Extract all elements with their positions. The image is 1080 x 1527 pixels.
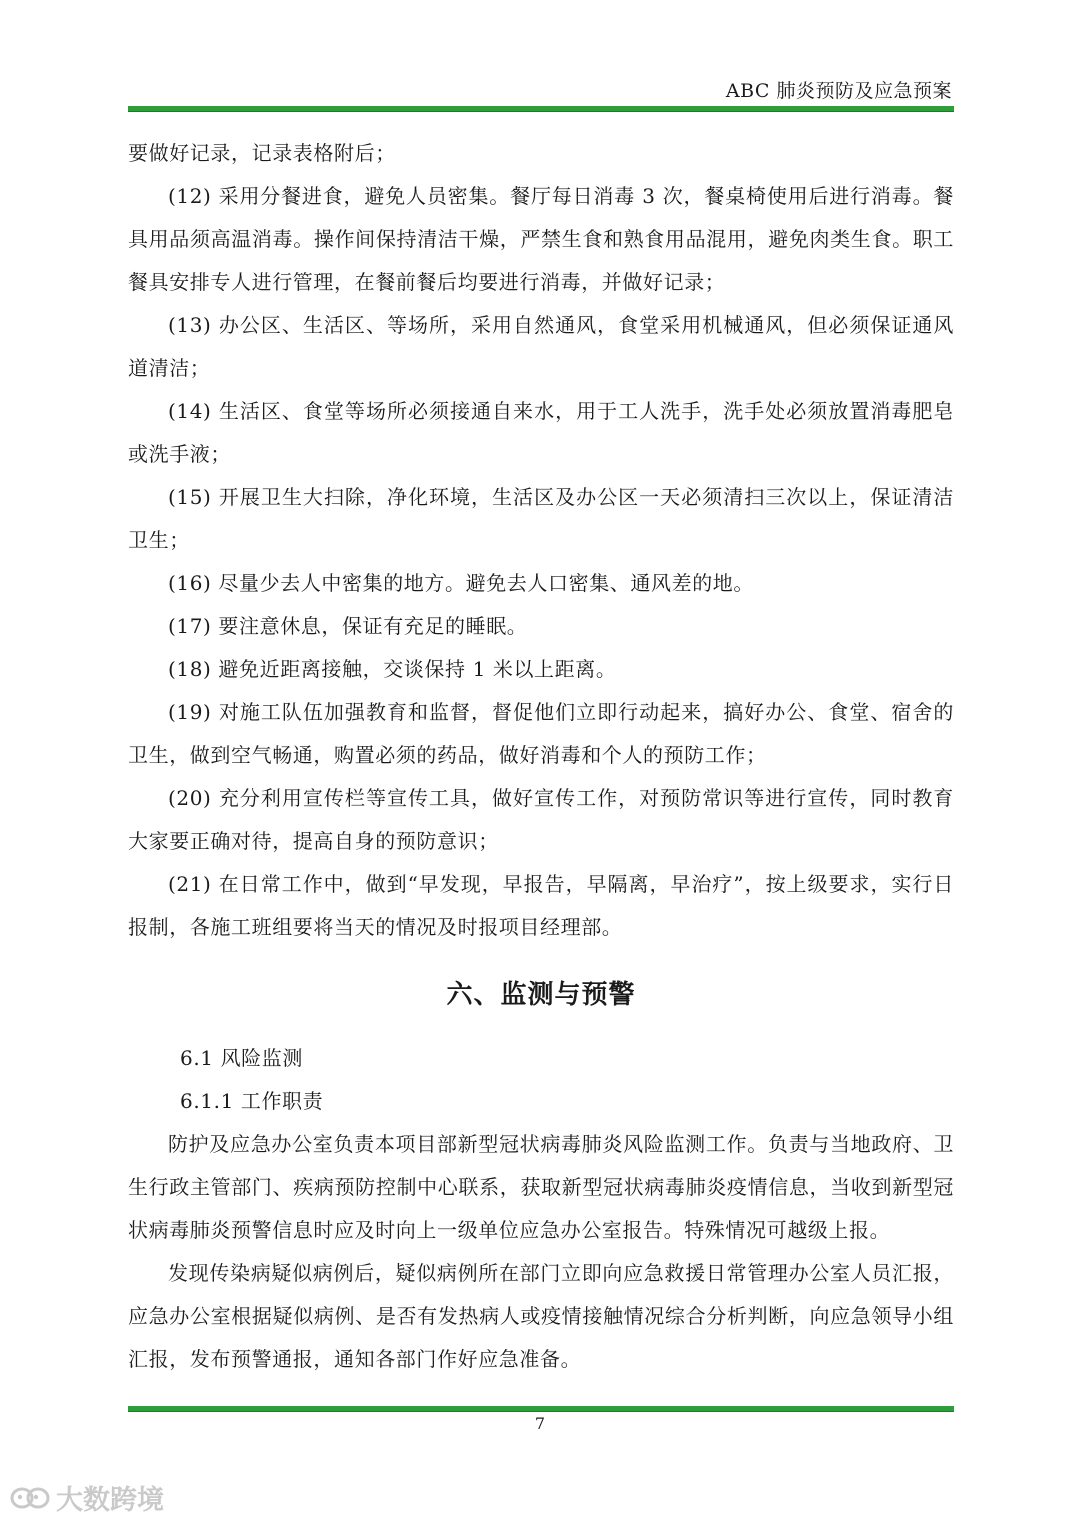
paragraph-item-17: (17) 要注意休息，保证有充足的睡眠。 — [168, 614, 528, 638]
subsection-heading-6-1-1: 6.1.1 工作职责 — [180, 1089, 324, 1113]
watermark — [8, 1478, 164, 1517]
paragraph-item-12: (12) 采用分餐进食，避免人员密集。餐厅每日消毒 3 次，餐桌椅使用后进行消毒。餐具用品须高温消毒。操作间保持清洁干燥，严禁生食和熟食用品混用，避免肉类生食。职工餐具安排专人进行管理，在餐前餐后均要进行消毒，并做好记录； — [128, 184, 954, 294]
paragraph-item-21: (21) 在日常工作中，做到“早发现，早报告，早隔离，早治疗”，按上级要求，实行日报制，各施工班组要将当天的情况及时报项目经理部。 — [128, 872, 954, 939]
page-content — [128, 132, 954, 1381]
paragraph-item-15: (15) 开展卫生大扫除，净化环境，生活区及办公区一天必须清扫三次以上，保证清洁卫生； — [128, 485, 954, 552]
subsection-heading-6-1: 6.1 风险监测 — [180, 1046, 303, 1070]
page-number: 7 — [534, 1414, 546, 1433]
paragraph-item-20: (20) 充分利用宣传栏等宣传工具，做好宣传工作，对预防常识等进行宣传，同时教育大家要正确对待，提高自身的预防意识； — [128, 786, 954, 853]
paragraph-suspected-case: 发现传染病疑似病例后，疑似病例所在部门立即向应急救援日常管理办公室人员汇报，应急办公室根据疑似病例、是否有发热病人或疫情接触情况综合分析判断，向应急领导小组汇报，发布预警通报，通知各部门作好应急准备。 — [128, 1261, 954, 1371]
section-heading: 六、监测与预警 — [446, 980, 636, 1010]
paragraph-responsibility: 防护及应急办公室负责本项目部新型冠状病毒肺炎风险监测工作。负责与当地政府、卫生行政主管部门、疾病预防控制中心联系，获取新型冠状病毒肺炎疫情信息，当收到新型冠状病毒肺炎预警信息时应及时向上一级单位应急办公室报告。特殊情况可越级上报。 — [128, 1132, 954, 1242]
footer-divider — [128, 1406, 954, 1412]
paragraph-item-14: (14) 生活区、食堂等场所必须接通自来水，用于工人洗手，洗手处必须放置消毒肥皂或洗手液； — [128, 399, 954, 466]
watermark-logo-icon — [8, 1483, 52, 1513]
paragraph-item-16: (16) 尽量少去人中密集的地方。避免去人口密集、通风差的地。 — [168, 571, 755, 595]
header-divider — [128, 106, 954, 112]
watermark-text: 大数跨境 — [56, 1485, 164, 1516]
document-header-title: ABC 肺炎预防及应急预案 — [725, 80, 952, 102]
paragraph-item-19: (19) 对施工队伍加强教育和监督，督促他们立即行动起来，搞好办公、食堂、宿舍的卫生，做到空气畅通，购置必须的药品，做好消毒和个人的预防工作； — [128, 700, 954, 767]
paragraph-item-18: (18) 避免近距离接触，交谈保持 1 米以上距离。 — [168, 657, 617, 681]
paragraph-continuation: 要做好记录，记录表格附后； — [128, 141, 396, 165]
paragraph-item-13: (13) 办公区、生活区、等场所，采用自然通风，食堂采用机械通风，但必须保证通风道清洁； — [128, 313, 954, 380]
